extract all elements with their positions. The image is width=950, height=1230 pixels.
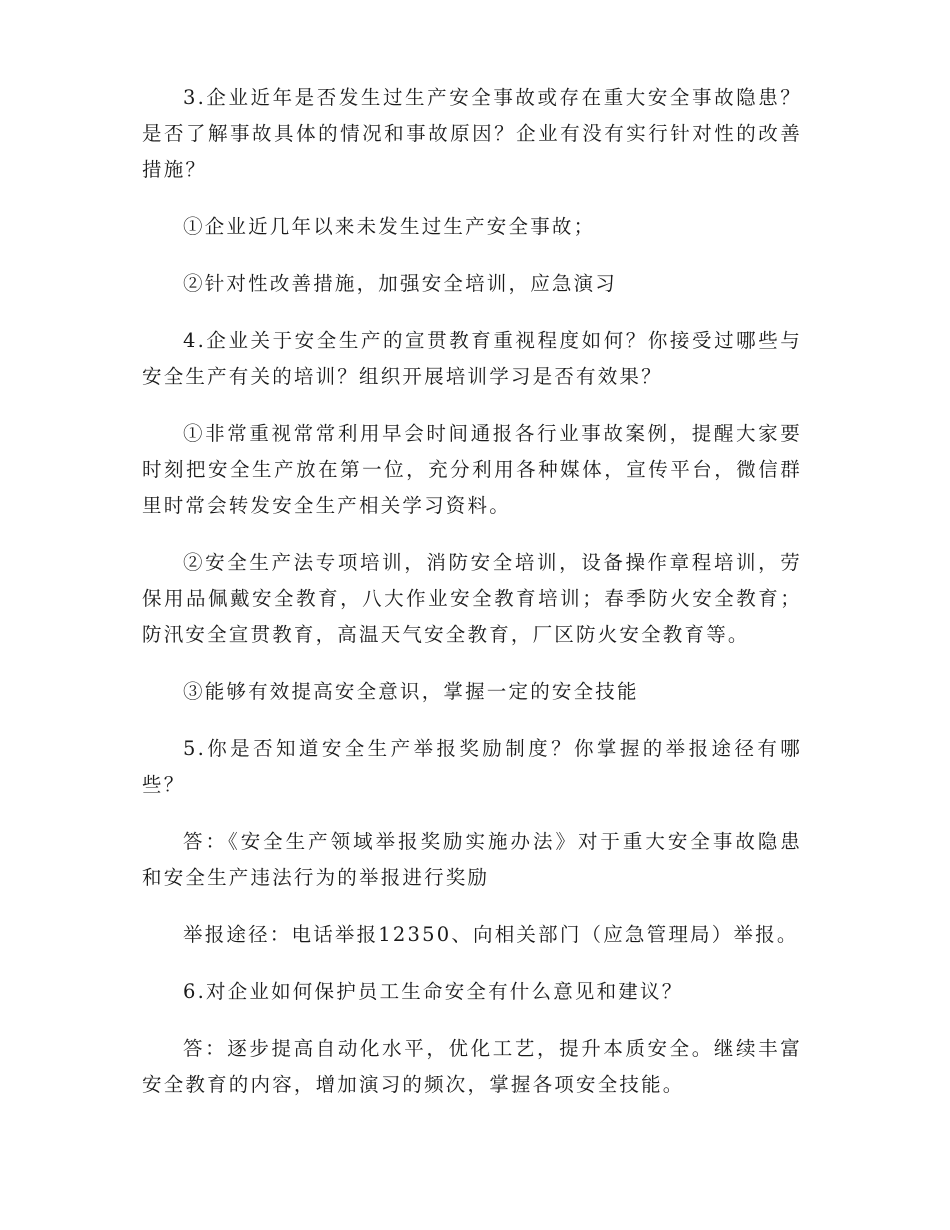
question-3: 3.企业近年是否发生过生产安全事故或存在重大安全事故隐患？是否了解事故具体的情况和事故原因？企业有没有实行针对性的改善措施？: [142, 86, 802, 181]
answer-3-item-2: ②针对性改善措施，加强安全培训，应急演习: [183, 272, 618, 295]
answer-6: 答：逐步提高自动化水平，优化工艺，提升本质安全。继续丰富安全教育的内容，增加演习的频次，掌握各项安全技能。: [142, 1037, 802, 1096]
answer-4-item-3: ③能够有效提高安全意识，掌握一定的安全技能: [183, 680, 639, 703]
answer-5: 答：《安全生产领域举报奖励实施办法》对于重大安全事故隐患和安全生产违法行为的举报进行奖励: [142, 830, 802, 889]
answer-5-report-channels: 举报途径：电话举报12350、向相关部门（应急管理局）举报。: [183, 923, 799, 946]
document-body: [142, 80, 802, 1124]
answer-4-item-2: ②安全生产法专项培训，消防安全培训，设备操作章程培训，劳保用品佩戴安全教育，八大作业安全教育培训；春季防火安全教育；防汛安全宣贯教育，高温天气安全教育，厂区防火安全教育等。: [142, 551, 802, 646]
question-6: 6.对企业如何保护员工生命安全有什么意见和建议？: [183, 980, 684, 1003]
question-5: 5.你是否知道安全生产举报奖励制度？你掌握的举报途径有哪些？: [142, 737, 802, 796]
question-4: 4.企业关于安全生产的宣贯教育重视程度如何？你接受过哪些与安全生产有关的培训？组织开展培训学习是否有效果？: [142, 329, 802, 388]
answer-4-item-1: ①非常重视常常利用早会时间通报各行业事故案例，提醒大家要时刻把安全生产放在第一位，充分利用各种媒体，宣传平台，微信群里时常会转发安全生产相关学习资料。: [142, 422, 802, 517]
answer-3-item-1: ①企业近几年以来未发生过生产安全事故；: [183, 215, 596, 238]
